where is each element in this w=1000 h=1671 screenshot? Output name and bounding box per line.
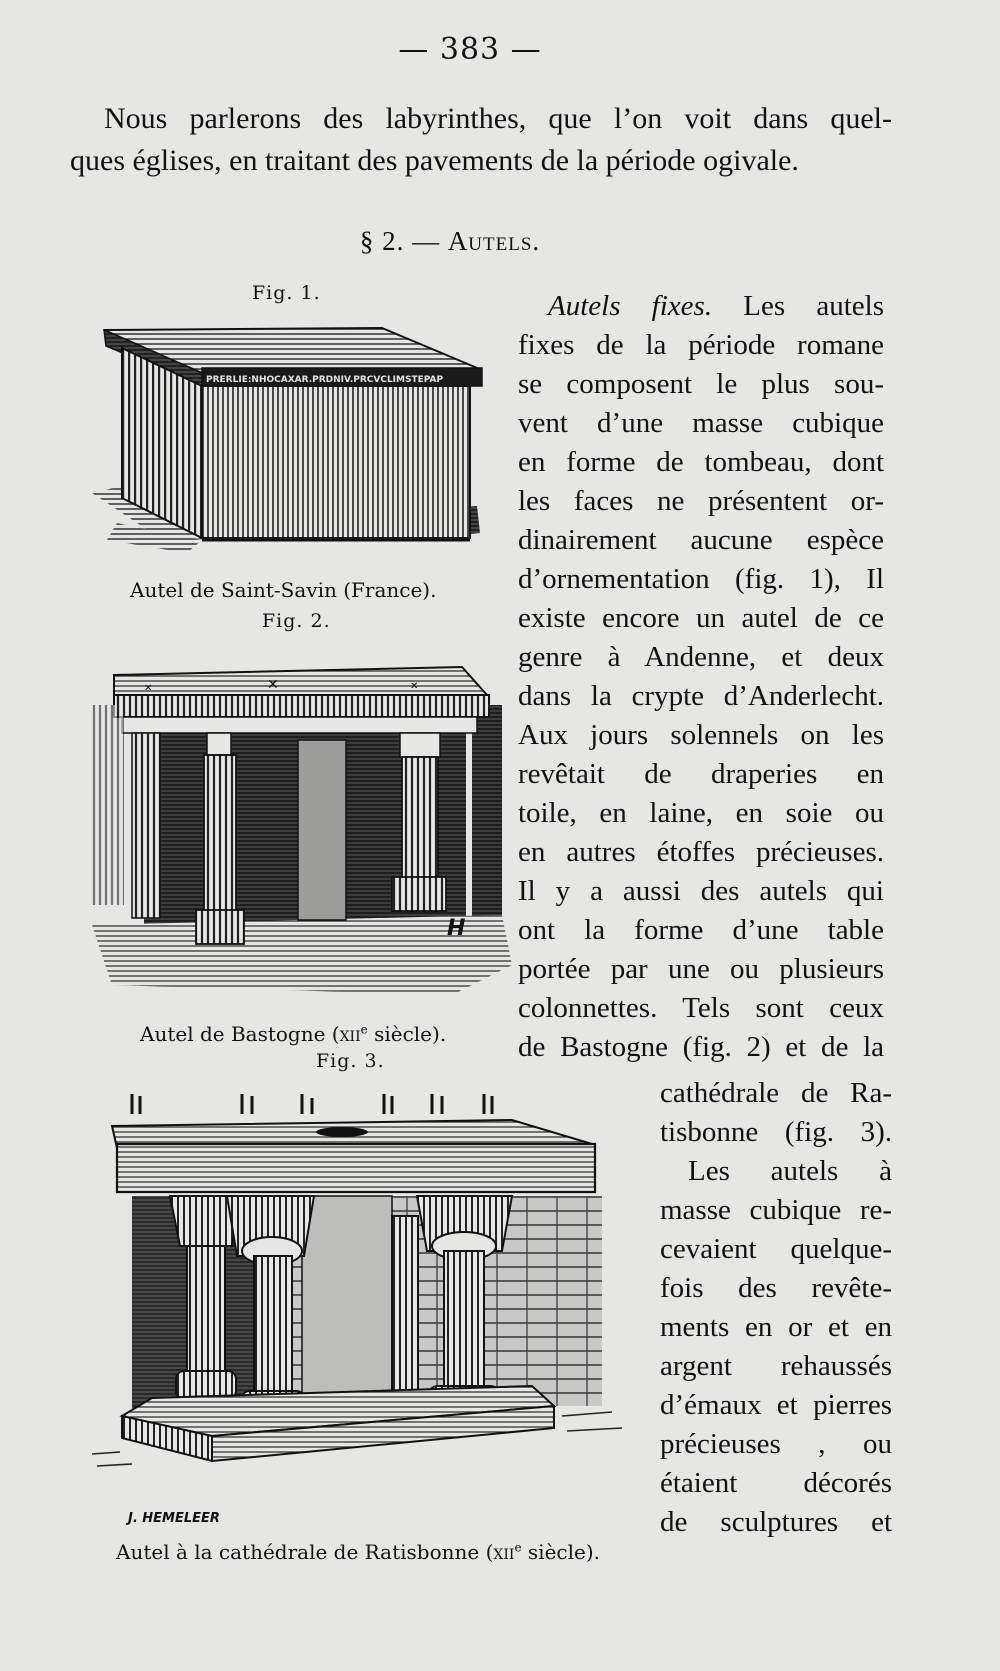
figure-1-inscription: PRERLIE:NHOCAXAR.PRDNIV.PRCVCLIMSTEPAP xyxy=(206,375,444,385)
svg-text:✕: ✕ xyxy=(144,683,153,694)
figure-3-engraving xyxy=(92,1086,627,1531)
section-prefix: § 2. — xyxy=(359,226,448,256)
page-number: — 383 — xyxy=(398,32,542,67)
figure-2-caption: Autel de Bastogne (xii$^e$ siècle). xyxy=(140,1022,447,1046)
svg-text:✕: ✕ xyxy=(410,681,419,692)
section-heading xyxy=(0,226,900,257)
intro-paragraph xyxy=(70,98,892,182)
figure-1-caption: Autel de Saint-Savin (France). xyxy=(130,578,437,602)
column-text-narrow: cathédrale de Ra- tisbonne (fig. 3). Les autels à masse cubique re- cevaient quelque- fois des revête- ments en or et en argent rehaussés d’émaux et pierres précieuses , ou étaient décorés de sculptures et xyxy=(660,1077,892,1538)
figure-1-label: Fig. 1. xyxy=(252,282,321,304)
figure-3-signature: J. HEMELEER xyxy=(128,1511,220,1526)
figure-3-label: Fig. 3. xyxy=(316,1050,385,1072)
figure-2-label: Fig. 2. xyxy=(262,610,331,632)
figure-2-engraving xyxy=(92,645,512,1010)
figure-1-engraving xyxy=(92,318,497,568)
column-text: Autels fixes. Les autels fixes de la période romane se composent le plus sou- vent d’une masse cubique en forme de tombeau, dont les faces ne présentent or- dinairement aucune espèce d’ornementation (fig. 1), Il existe encore un autel de ce genre à Andenne, et deux dans la crypte d’Anderlecht. Aux jours solennels on les revêtait de draperies en toile, en laine, en soie ou en autres étoffes précieuses. Il y a aussi des autels qui ont la forme d’une table portée par une ou plusieurs colonnettes. Tels sont ceux de Bastogne (fig. 2) et de la xyxy=(518,287,884,1067)
intro-line-2: ques églises, en traitant des pavements de la période ogivale. xyxy=(70,144,799,177)
column-first-line: Autels fixes. Les autels xyxy=(548,290,884,322)
section-title: Autels. xyxy=(447,226,541,256)
svg-text:✕: ✕ xyxy=(267,677,279,693)
figure-3-caption: Autel à la cathédrale de Ratisbonne (xii$^e$ siècle). xyxy=(116,1540,600,1564)
intro-line-1: Nous parlerons des labyrinthes, que l’on voit dans quel- xyxy=(104,102,892,135)
figure-2-engraver-mark: H xyxy=(447,916,466,941)
